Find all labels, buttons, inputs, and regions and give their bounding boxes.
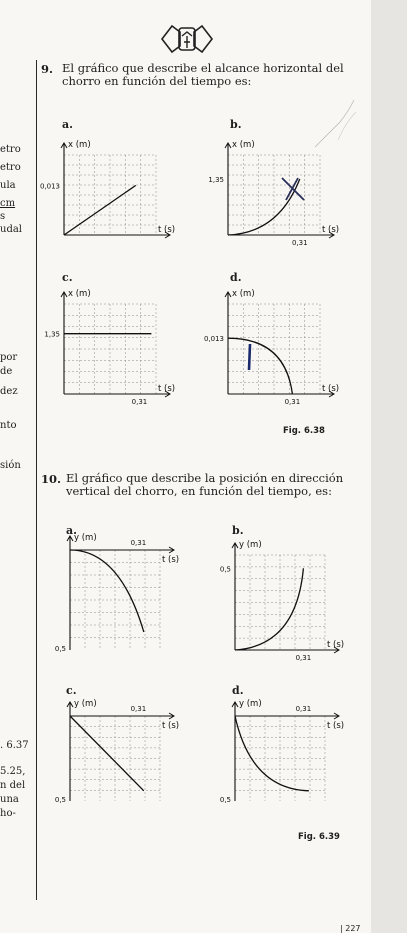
y-axis-label: x (m) <box>68 140 91 150</box>
y-tick-label: 1,35 <box>44 330 60 339</box>
data-curve <box>228 179 300 235</box>
q9-graph-d <box>200 282 345 407</box>
question-9-text: El gráfico que describe el alcance horizontal del chorro en función del tiempo es: <box>62 61 344 88</box>
question-9-number: 9. <box>41 62 54 76</box>
q10-graph-a-letter: a. <box>66 524 77 537</box>
x-axis-label: t (s) <box>158 384 176 394</box>
x-tick-label: 0,31 <box>295 705 312 713</box>
question-10-number: 10. <box>41 472 62 486</box>
margin-fragment: por <box>0 352 18 363</box>
q9-graph-d-letter: d. <box>230 271 242 284</box>
margin-fragment: nto <box>0 420 17 431</box>
margin-fragment: . 6.37 <box>0 740 29 751</box>
q9-graph-a <box>36 130 181 245</box>
margin-fragment: dez <box>0 386 18 397</box>
x-tick-label: 0,31 <box>131 398 148 406</box>
y-tick-label: 0,5 <box>219 565 231 574</box>
data-curve <box>235 568 303 650</box>
y-axis-label: y (m) <box>239 540 262 550</box>
margin-fragment: 5.25, <box>0 766 26 777</box>
x-tick-label: 0,31 <box>295 654 312 662</box>
margin-fragment: udal <box>0 224 23 235</box>
data-curve <box>64 185 136 235</box>
x-tick-label: 0,31 <box>130 705 147 713</box>
x-tick-label: 0,31 <box>291 239 308 247</box>
q9-graph-b-letter: b. <box>230 118 242 131</box>
x-axis-label: t (s) <box>327 640 345 650</box>
data-curve <box>235 716 309 791</box>
y-tick-label: 0,013 <box>39 182 60 191</box>
pencil-mark-icon <box>310 92 360 162</box>
margin-fragment: de <box>0 366 13 377</box>
x-axis-label: t (s) <box>162 721 180 731</box>
margin-fragment: ho- <box>0 808 16 819</box>
q10-graph-d <box>205 694 355 814</box>
y-axis-label: x (m) <box>232 140 255 150</box>
margin-fragment: cm <box>0 198 16 209</box>
y-axis-label: y (m) <box>239 699 262 709</box>
y-axis-label: x (m) <box>232 289 255 299</box>
q10-graph-a <box>40 533 190 665</box>
y-tick-label: 0,5 <box>219 796 231 804</box>
y-tick-label: 0,5 <box>54 796 66 804</box>
y-tick-label: 0,5 <box>54 645 66 653</box>
q9-graph-c <box>36 282 181 407</box>
q10-graph-d-letter: d. <box>232 684 244 697</box>
margin-fragment: ula <box>0 180 16 191</box>
margin-fragment: s <box>0 211 6 222</box>
y-tick-label: 0,013 <box>203 335 224 344</box>
figure-caption-6-38: Fig. 6.38 <box>283 426 325 436</box>
x-axis-label: t (s) <box>322 384 340 394</box>
figure-caption-6-39: Fig. 6.39 <box>298 832 340 842</box>
data-curve <box>228 338 292 394</box>
y-axis-label: y (m) <box>74 533 97 543</box>
x-tick-label: 0,31 <box>284 398 301 406</box>
margin-fragment: n del <box>0 780 26 791</box>
y-axis-label: x (m) <box>68 289 91 299</box>
handwritten-cross-mark-icon <box>282 178 304 200</box>
q10-graph-b <box>205 540 355 665</box>
x-axis-label: t (s) <box>327 721 345 731</box>
page-number: | 227 <box>340 924 361 933</box>
x-tick-label: 0,31 <box>130 539 147 547</box>
question-10-text: El gráfico que describe la posición en dirección vertical del chorro, en función del tiempo, es: <box>66 471 344 498</box>
q9-graph-c-letter: c. <box>62 271 73 284</box>
margin-fragment: etro <box>0 162 21 173</box>
margin-fragment: etro <box>0 144 21 155</box>
q9-graph-a-letter: a. <box>62 118 73 131</box>
q10-graph-c-letter: c. <box>66 684 77 697</box>
x-axis-label: t (s) <box>158 225 176 235</box>
y-tick-label: 1,35 <box>208 176 224 184</box>
y-axis-label: y (m) <box>74 699 97 709</box>
x-axis-label: t (s) <box>322 225 340 235</box>
margin-fragment: una <box>0 794 19 805</box>
margin-fragment: sión <box>0 460 21 471</box>
viewer-side-panel <box>371 0 407 933</box>
q10-graph-b-letter: b. <box>232 524 244 537</box>
x-axis-label: t (s) <box>162 555 180 565</box>
q10-graph-c <box>40 694 190 814</box>
handwritten-stroke-mark-icon <box>249 344 250 370</box>
publisher-logo-icon <box>160 22 214 56</box>
